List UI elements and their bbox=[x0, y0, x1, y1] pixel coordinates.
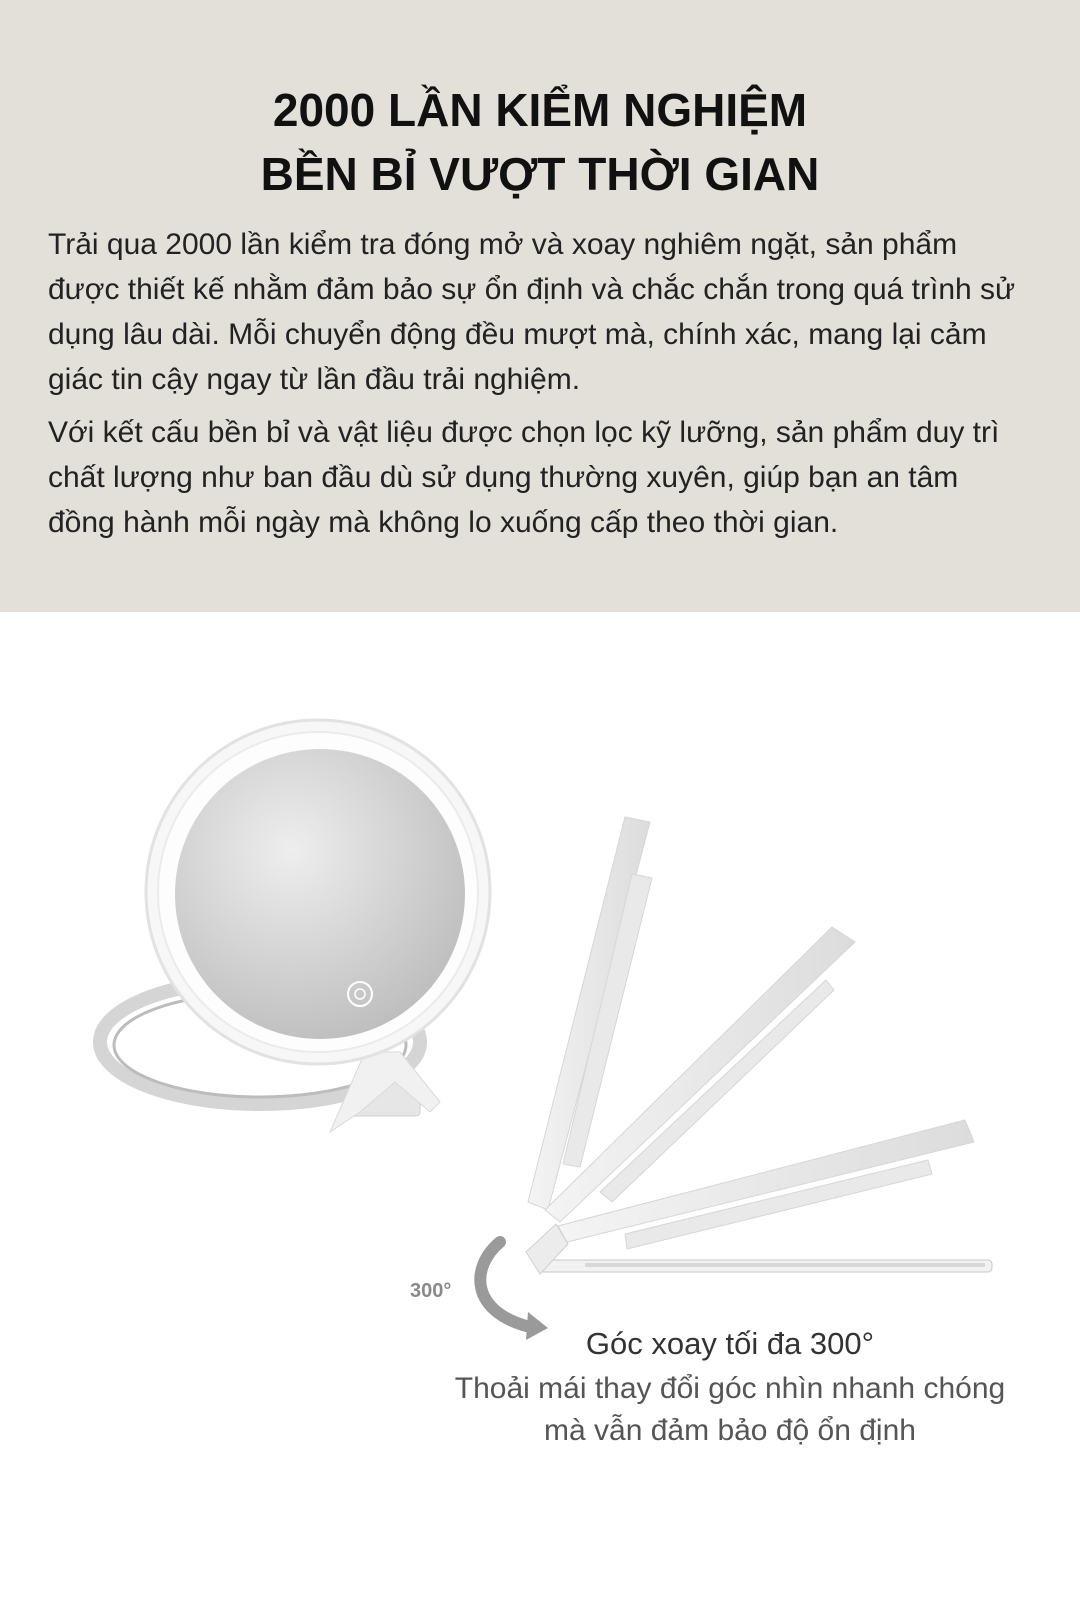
angle-label: 300° bbox=[410, 1280, 452, 1302]
title-line-2: BỀN BỈ VƯỢT THỜI GIAN bbox=[260, 148, 820, 200]
description-paragraph-2: Với kết cấu bền bỉ và vật liệu được chọn lọc kỹ lưỡng, sản phẩm duy trì chất lượng như ban đầu dù sử dụng thường xuyên, giúp bạn an tâm đồng hành mỗi ngày mà không lo xuống cấp theo thời gian. bbox=[48, 416, 1000, 539]
round-mirror bbox=[146, 720, 490, 1064]
page-title bbox=[0, 78, 1080, 206]
caption-text: Thoải mái thay đổi góc nhìn nhanh chóng mà vẫn đảm bảo độ ổn định bbox=[454, 1372, 1006, 1447]
title-line-1: 2000 LẦN KIỂM NGHIỆM bbox=[272, 84, 808, 136]
description-paragraph-1: Trải qua 2000 lần kiểm tra đóng mở và xoay nghiêm ngặt, sản phẩm được thiết kế nhằm đảm bảo sự ổn định và chắc chắn trong quá trình sử dụng lâu dài. Mỗi chuyển động đều mượt mà, chính xác, mang lại cảm giác tin cậy ngay từ lần đầu trải nghiệm. bbox=[48, 228, 1016, 396]
caption-title: Góc xoay tối đa 300° bbox=[585, 1326, 875, 1361]
folding-panels bbox=[526, 817, 992, 1274]
description bbox=[48, 222, 1032, 553]
